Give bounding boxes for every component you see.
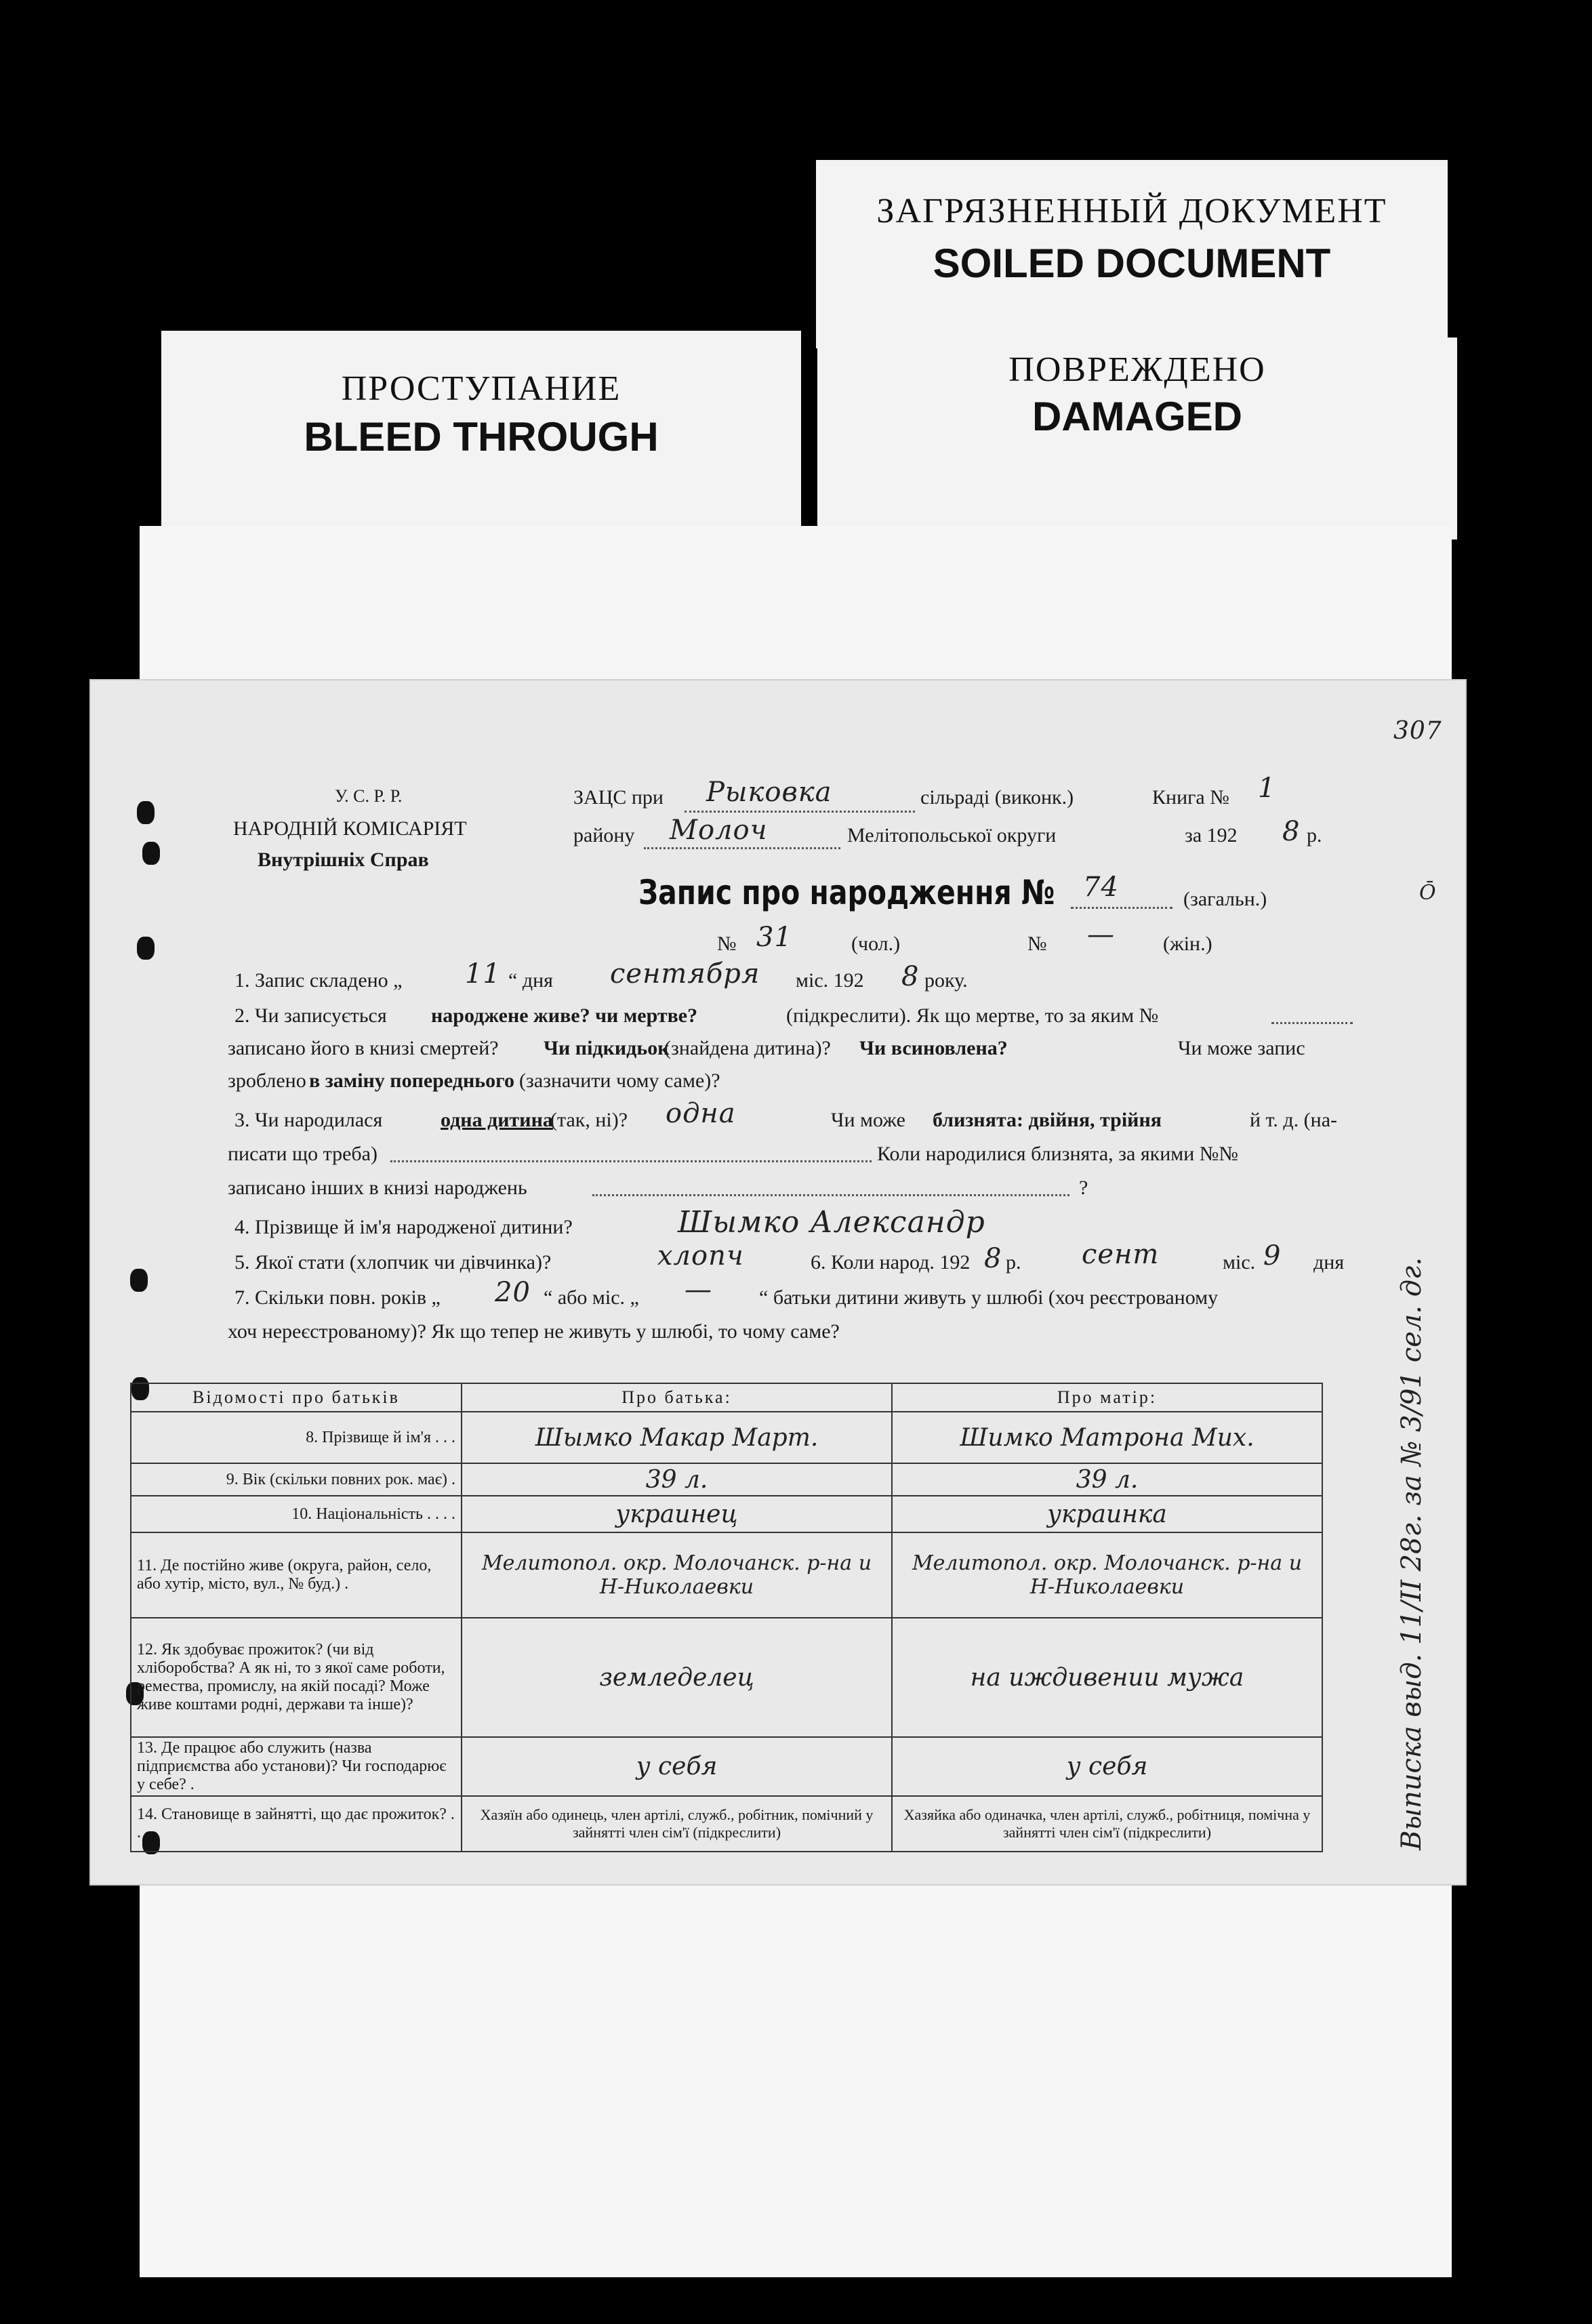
damaged-tag: [817, 338, 1457, 539]
row-label: 14. Становище в зайнятті, що дає прожиток? . .: [131, 1796, 462, 1852]
mother-value: Мелитопол. окр. Молочанск. р-на и Н-Николаевки: [892, 1532, 1322, 1618]
q3-1a: 3. Чи народилася: [234, 1109, 383, 1131]
father-value: украинец: [462, 1496, 892, 1532]
table-row: [131, 1532, 1322, 1618]
male-label: (чол.): [851, 933, 901, 955]
table-header-cell: Про матір:: [892, 1383, 1322, 1412]
mother-value: Шимко Матрона Мих.: [892, 1412, 1322, 1463]
year-suffix: р.: [1307, 824, 1322, 847]
soiled-document-tag: [816, 160, 1448, 348]
row-label: 12. Як здобуває прожиток? (чи від хліборобства? А як ні, то з якої саме роботи, ремества, промислу, на якій посаді? Може живе коштами родні, держави та інше)?: [131, 1618, 462, 1737]
mother-value: у себя: [892, 1737, 1322, 1796]
header-internal-affairs: Внутрішніх Справ: [258, 849, 429, 871]
q6-mis: міс.: [1223, 1251, 1256, 1273]
row-label: 8. Прізвище й ім'я . . .: [131, 1412, 462, 1463]
q6-year: 8: [984, 1243, 1002, 1274]
q7-years: 20: [495, 1277, 531, 1308]
q6-label: 6. Коли народ. 192: [811, 1251, 971, 1273]
father-value: 39 л.: [462, 1463, 892, 1496]
q7-1b: “ або міс. „: [544, 1286, 639, 1309]
bleed-tag-en: BLEED THROUGH: [304, 414, 659, 460]
punch-hole: [142, 842, 160, 865]
q2-2d: Чи всиновлена?: [859, 1037, 1008, 1059]
female-no-label: №: [1027, 933, 1047, 955]
q2-2a: записано його в книзі смертей?: [228, 1037, 499, 1059]
table-row: [131, 1618, 1322, 1737]
q7-1a: 7. Скільки повн. років „: [234, 1286, 441, 1309]
mother-value: Хазяйка або одиначка, член артілі, служб., робітниця, помічна у зайнятті член сім'ї (підкреслити): [892, 1796, 1322, 1852]
record-number: 74: [1083, 872, 1119, 903]
header-commissariat: НАРОДНІЙ КОМІСАРІЯТ: [233, 817, 467, 840]
bleed-tag-ru: ПРОСТУПАНИЕ: [341, 369, 621, 408]
zags-suffix: сільраді (виконк.): [920, 786, 1074, 809]
q7-1c: “ батьки дитини живуть у шлюбі (хоч реєстрованому: [759, 1286, 1219, 1309]
q7-2: хоч нереєстрованому)? Як що тепер не живуть у шлюбі, то чому саме?: [228, 1320, 840, 1343]
q1-c: міс. 192: [796, 969, 864, 992]
book-label: Книга №: [1152, 786, 1229, 809]
mother-value: 39 л.: [892, 1463, 1322, 1496]
table-header-row: [131, 1383, 1322, 1412]
dotted-line: [1271, 1022, 1353, 1024]
q1-b: “ дня: [508, 969, 553, 992]
side-note: Выписка выд. 11/II 28г. за № 3/91 сел. дг.: [1396, 1257, 1427, 1850]
q3-3: записано інших в книзі народжень: [228, 1177, 527, 1199]
side-top-mark: Ō: [1419, 881, 1437, 905]
q2-2c: (знайдена дитина)?: [664, 1037, 831, 1059]
mother-value: на иждивении мужа: [892, 1618, 1322, 1737]
parents-table: [130, 1383, 1323, 1852]
page-number: 307: [1393, 717, 1442, 745]
female-number: —: [1087, 919, 1115, 950]
q2-2b: Чи підкидьок: [544, 1037, 670, 1059]
zags-village: Рыковка: [706, 777, 832, 808]
dotted-line: [390, 1160, 872, 1162]
q5-sex: хлопч: [657, 1240, 744, 1271]
record-title: Запис про народження №: [638, 873, 1055, 912]
dotted-line: [644, 847, 840, 849]
q3-1d: Чи може: [831, 1109, 905, 1131]
q2-1b: народжене живе? чи мертве?: [431, 1004, 698, 1027]
q3-3-end: ?: [1079, 1177, 1088, 1199]
soiled-tag-ru: ЗАГРЯЗНЕННЫЙ ДОКУМЕНТ: [876, 192, 1387, 230]
q2-2e: Чи може запис: [1178, 1037, 1305, 1059]
q3-1b: одна дитина: [441, 1109, 553, 1131]
punch-hole: [137, 801, 155, 824]
q7-months: —: [685, 1274, 712, 1305]
q3-answer: одна: [666, 1098, 736, 1129]
q2-3b: в заміну попереднього: [309, 1069, 515, 1092]
soiled-tag-en: SOILED DOCUMENT: [933, 241, 1331, 286]
q1-month: сентября: [610, 958, 760, 990]
row-label: 11. Де постійно живе (округа, район, село, або хутір, місто, вул., № буд.) .: [131, 1532, 462, 1618]
table-row: [131, 1796, 1322, 1852]
header-ussr: У. С. Р. Р.: [335, 786, 403, 806]
q1-day: 11: [465, 958, 501, 990]
dotted-line: [1071, 907, 1172, 909]
female-label: (жін.): [1163, 933, 1212, 955]
table-row: [131, 1412, 1322, 1463]
damaged-tag-en: DAMAGED: [1032, 394, 1242, 439]
q3-2a: писати що треба): [228, 1143, 377, 1165]
father-value: Мелитопол. окр. Молочанск. р-на и Н-Николаевки: [462, 1532, 892, 1618]
table-row: [131, 1737, 1322, 1796]
q6-r: р.: [1006, 1251, 1021, 1273]
q1-year: 8: [901, 961, 920, 992]
father-value: у себя: [462, 1737, 892, 1796]
father-value: земледелец: [462, 1618, 892, 1737]
general-label: (загальн.): [1183, 888, 1267, 910]
district-prefix: району: [573, 824, 635, 847]
row-label: 10. Національність . . . .: [131, 1496, 462, 1532]
bleed-through-tag: [161, 331, 801, 534]
q4-label: 4. Прізвище й ім'я народженої дитини?: [234, 1216, 573, 1238]
district-suffix: Мелітопольської округи: [847, 824, 1057, 847]
q5-label: 5. Якої стати (хлопчик чи дівчинка)?: [234, 1251, 552, 1273]
dotted-line: [685, 811, 915, 813]
dotted-line: [592, 1194, 1069, 1196]
q2-3c: (зазначити чому саме)?: [519, 1069, 720, 1092]
q3-2b: Коли народилися близнята, за якими №№: [877, 1143, 1239, 1165]
q4-child-name: Шымко Александр: [678, 1205, 985, 1240]
punch-hole: [137, 937, 155, 960]
damaged-tag-ru: ПОВРЕЖДЕНО: [1008, 350, 1266, 389]
row-label: 9. Вік (скільки повних рок. має) .: [131, 1463, 462, 1496]
district-name: Молоч: [670, 815, 768, 846]
q3-1f: й т. д. (на-: [1250, 1109, 1338, 1131]
father-value: Хазяїн або одинець, член артілі, служб., робітник, помічний у зайнятті член сім'ї (підкреслити): [462, 1796, 892, 1852]
q3-1c: (так, ні)?: [550, 1109, 628, 1131]
year-digit: 8: [1282, 816, 1301, 847]
q2-3a: зроблено: [228, 1069, 306, 1092]
q2-1c: (підкреслити). Як що мертве, то за яким №: [786, 1004, 1159, 1027]
q6-month: сент: [1082, 1239, 1160, 1270]
table-header-cell: Про батька:: [462, 1383, 892, 1412]
year-label: за 192: [1185, 824, 1238, 847]
q1-a: 1. Запис складено „: [234, 969, 403, 992]
q1-d: року.: [924, 969, 968, 992]
table-header-cell: Відомості про батьків: [131, 1383, 462, 1412]
punch-hole: [130, 1269, 148, 1292]
father-value: Шымко Макар Март.: [462, 1412, 892, 1463]
q6-dnya: дня: [1313, 1251, 1345, 1273]
zags-prefix: ЗАЦС при: [573, 786, 664, 809]
male-no-label: №: [717, 933, 737, 955]
table-row: [131, 1496, 1322, 1532]
row-label: 13. Де працює або служить (назва підприємства або установи)? Чи господарює у себе? .: [131, 1737, 462, 1796]
mother-value: украинка: [892, 1496, 1322, 1532]
male-number: 31: [756, 922, 792, 953]
q3-1e: близнята: двійня, трійня: [933, 1109, 1162, 1131]
q2-1a: 2. Чи записується: [234, 1004, 387, 1027]
table-row: [131, 1463, 1322, 1496]
q6-day: 9: [1263, 1240, 1282, 1271]
book-number: 1: [1258, 773, 1276, 804]
